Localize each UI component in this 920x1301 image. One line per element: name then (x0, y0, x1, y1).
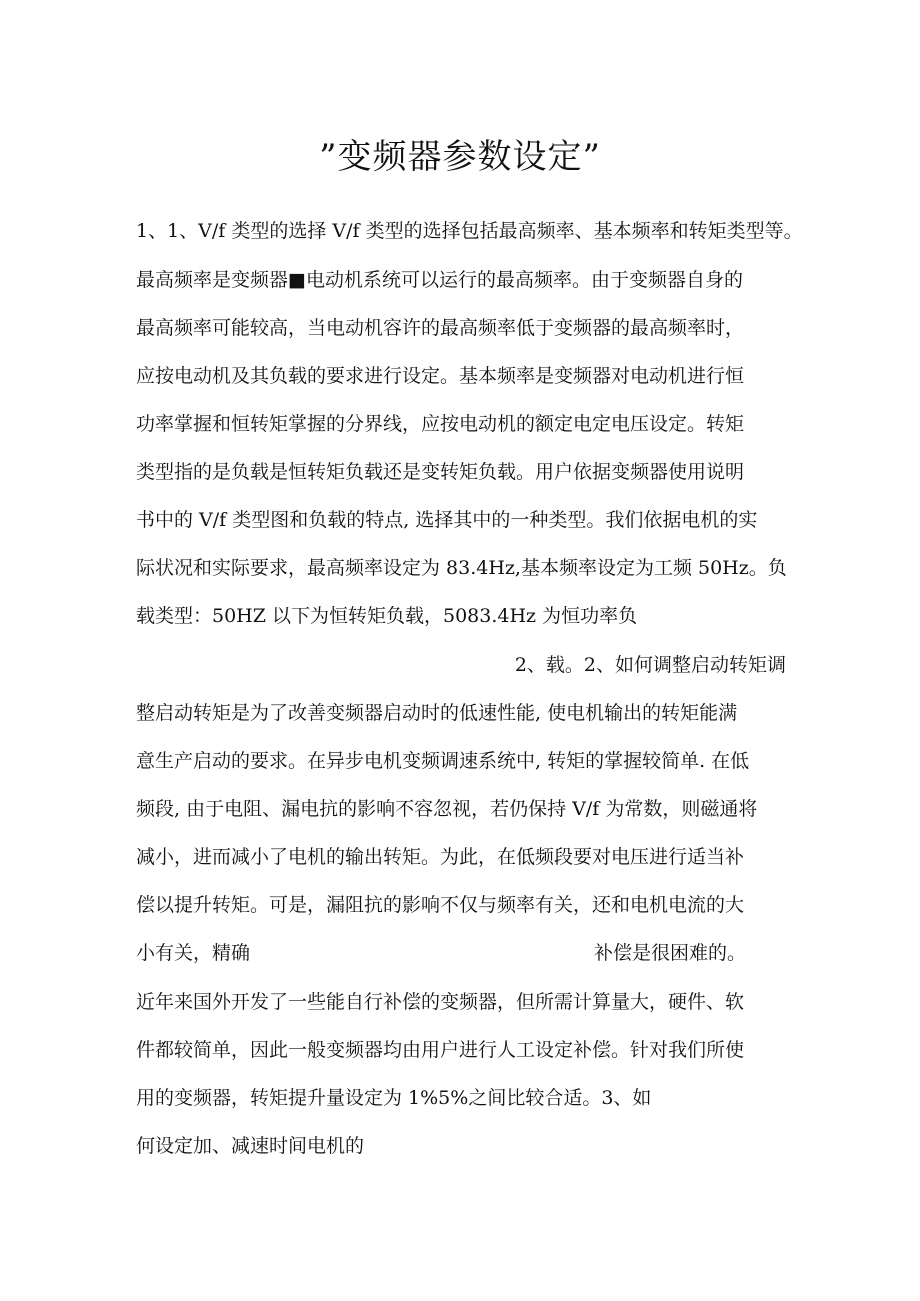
paragraph-line: 最高频率可能较高，当电动机容许的最高频率低于变频器的最高频率时， (136, 317, 745, 339)
paragraph-line: 小有关，精确 (136, 942, 251, 964)
paragraph-line: 载类型：50HZ 以下为恒转矩负载，5083.4Hz 为恒功率负 (136, 605, 638, 627)
paragraph-line: 用的变频器，转矩提升量设定为 1%5%之间比较合适。3、如 (136, 1087, 652, 1109)
paragraph-line-tail: 补偿是很困难的。 (594, 942, 747, 964)
paragraph-line: 偿以提升转矩。可是，漏阻抗的影响不仅与频率有关，还和电机电流的大 (136, 894, 745, 916)
paragraph-line: 件都较简单，因此一般变频器均由用户进行人工设定补偿。针对我们所使 (136, 1039, 745, 1061)
paragraph-line: 最高频率是变频器■电动机系统可以运行的最高频率。由于变频器自身的 (136, 269, 743, 291)
paragraph-line: 整启动转矩是为了改善变频器启动时的低速性能, 使电机输出的转矩能满 (136, 702, 738, 724)
document-title: ”变频器参数设定” (319, 137, 601, 177)
paragraph-line: 频段, 由于电阻、漏电抗的影响不容忽视，若仍保持 V/f 为常数，则磁通将 (136, 798, 758, 820)
paragraph-line: 1、1、V/f 类型的选择 V/f 类型的选择包括最高频率、基本频率和转矩类型等。 (136, 220, 803, 242)
paragraph-line: 际状况和实际要求，最高频率设定为 83.4Hz,基本频率设定为工频 50Hz。负 (136, 557, 787, 579)
paragraph-line: 近年来国外开发了一些能自行补偿的变频器，但所需计算量大，硬件、软 (136, 991, 745, 1013)
paragraph-line: 功率掌握和恒转矩掌握的分界线，应按电动机的额定电定电压设定。转矩 (136, 413, 745, 435)
section-heading-line: 2、载。2、如何调整启动转矩调 (514, 654, 786, 676)
paragraph-line: 应按电动机及其负载的要求进行设定。基本频率是变频器对电动机进行恒 (136, 365, 745, 387)
paragraph-line: 类型指的是负载是恒转矩负载还是变转矩负载。用户依据变频器使用说明 (136, 461, 745, 483)
paragraph-line: 何设定加、减速时间电机的 (136, 1135, 365, 1157)
paragraph-line: 减小，进而减小了电机的输出转矩。为此，在低频段要对电压进行适当补 (136, 846, 745, 868)
paragraph-line: 书中的 V/f 类型图和负载的特点, 选择其中的一种类型。我们依据电机的实 (136, 509, 758, 531)
paragraph-line: 意生产启动的要求。在异步电机变频调速系统中, 转矩的掌握较简单. 在低 (136, 750, 750, 772)
